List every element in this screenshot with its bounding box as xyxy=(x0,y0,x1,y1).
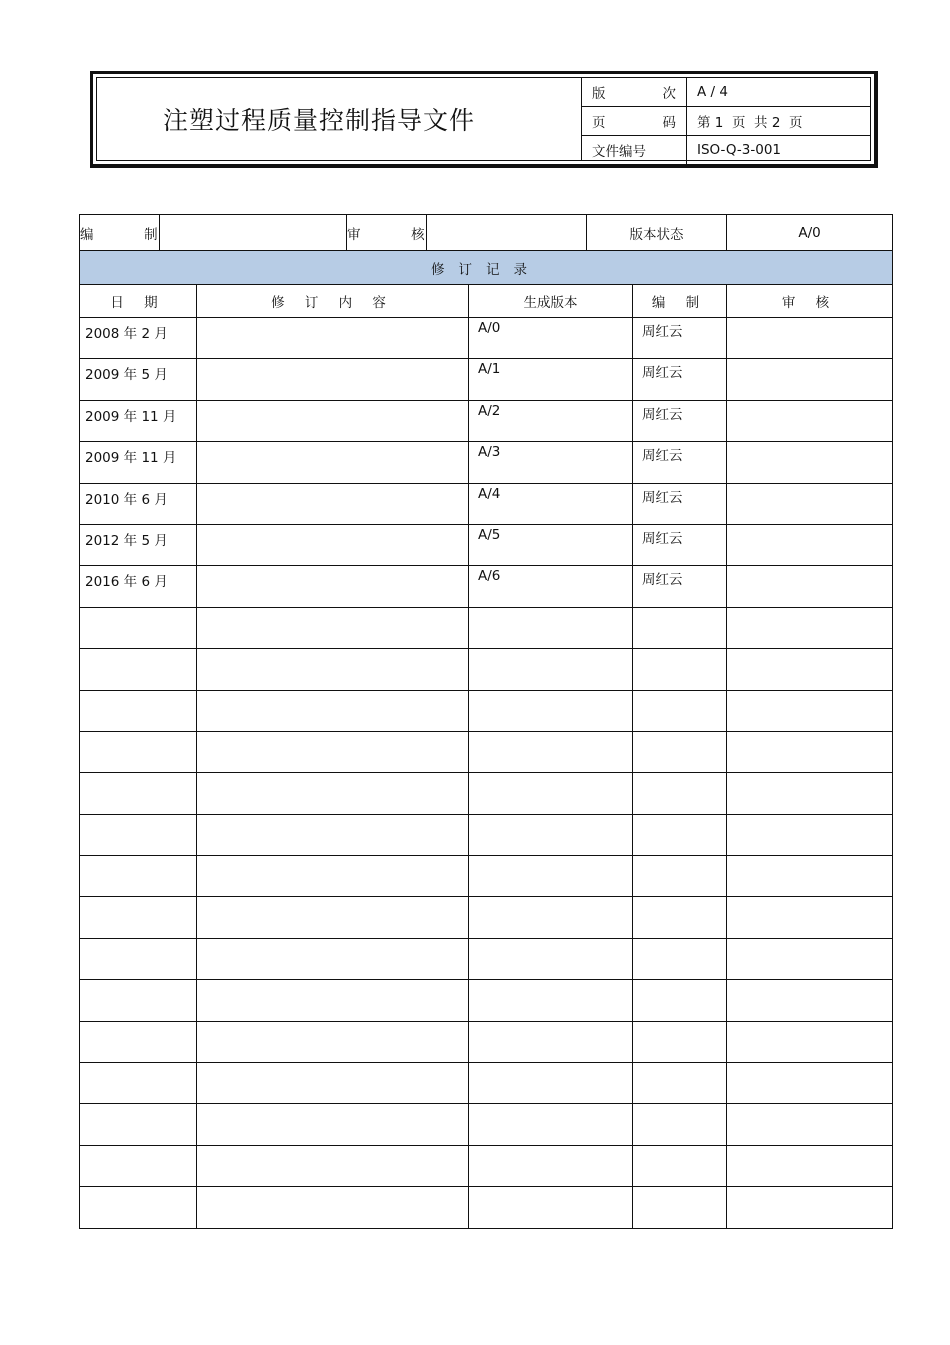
meta-row-page xyxy=(582,107,870,136)
approval-row xyxy=(80,215,893,251)
row-date: 2012 年 5 月 xyxy=(80,524,197,565)
row-editor: 周红云 xyxy=(633,400,727,441)
meta-value-doc-number: ISO-Q-3-001 xyxy=(697,142,782,158)
row-version xyxy=(469,938,633,979)
col-header-version: 生成版本 xyxy=(469,285,633,318)
meta-key-page: 页 码 xyxy=(582,107,687,136)
row-version xyxy=(469,1145,633,1186)
row-reviewer xyxy=(727,980,893,1021)
row-content xyxy=(197,607,469,648)
meta-row-doc-number xyxy=(582,136,870,165)
row-version xyxy=(469,856,633,897)
col-header-reviewer: 审 核 xyxy=(727,285,893,318)
row-reviewer xyxy=(727,1104,893,1145)
row-version xyxy=(469,1104,633,1145)
row-editor: 周红云 xyxy=(633,483,727,524)
table-row xyxy=(80,1021,893,1062)
table-row xyxy=(80,814,893,855)
row-version xyxy=(469,1063,633,1104)
row-reviewer xyxy=(727,1145,893,1186)
revision-banner: 修订记录 xyxy=(80,251,893,285)
row-version: A/5 xyxy=(469,524,633,565)
revision-rows xyxy=(80,318,893,1229)
row-editor: 周红云 xyxy=(633,524,727,565)
row-version xyxy=(469,690,633,731)
row-reviewer xyxy=(727,607,893,648)
document-header-inner xyxy=(96,77,871,161)
row-version: A/6 xyxy=(469,566,633,607)
document-header xyxy=(90,71,878,168)
row-editor xyxy=(633,897,727,938)
table-row xyxy=(80,359,893,400)
row-version: A/3 xyxy=(469,442,633,483)
row-version xyxy=(469,731,633,772)
row-editor xyxy=(633,938,727,979)
row-date xyxy=(80,607,197,648)
row-content xyxy=(197,897,469,938)
row-editor: 周红云 xyxy=(633,566,727,607)
reviewed-label: 审 核 xyxy=(347,215,427,251)
row-date xyxy=(80,649,197,690)
row-editor: 周红云 xyxy=(633,359,727,400)
row-reviewer xyxy=(727,773,893,814)
meta-value-edition: A / 4 xyxy=(687,78,871,107)
row-content xyxy=(197,814,469,855)
table-row xyxy=(80,731,893,772)
row-editor xyxy=(633,1063,727,1104)
row-content xyxy=(197,980,469,1021)
row-version xyxy=(469,773,633,814)
row-reviewer xyxy=(727,897,893,938)
row-version xyxy=(469,814,633,855)
document-meta-table xyxy=(582,78,870,164)
row-editor xyxy=(633,1187,727,1228)
prepared-label: 编 制 xyxy=(80,215,160,251)
prepared-value xyxy=(160,215,347,251)
table-row xyxy=(80,607,893,648)
row-reviewer xyxy=(727,731,893,772)
row-content xyxy=(197,731,469,772)
row-version xyxy=(469,1021,633,1062)
row-date xyxy=(80,1104,197,1145)
table-row xyxy=(80,566,893,607)
row-editor xyxy=(633,731,727,772)
meta-value-page: 第 1 页 共 2 页 xyxy=(687,107,871,136)
row-content xyxy=(197,1104,469,1145)
document-title: 注塑过程质量控制指导文件 xyxy=(97,78,582,160)
row-editor xyxy=(633,649,727,690)
row-editor: 周红云 xyxy=(633,318,727,359)
row-version xyxy=(469,897,633,938)
table-row xyxy=(80,938,893,979)
row-content xyxy=(197,400,469,441)
row-version xyxy=(469,1187,633,1228)
row-editor: 周红云 xyxy=(633,442,727,483)
version-status-label: 版本状态 xyxy=(587,215,727,251)
table-row xyxy=(80,1063,893,1104)
row-content xyxy=(197,773,469,814)
row-reviewer xyxy=(727,1063,893,1104)
row-editor xyxy=(633,856,727,897)
row-date xyxy=(80,980,197,1021)
table-row xyxy=(80,442,893,483)
meta-key-edition: 版 次 xyxy=(582,78,687,107)
row-date: 2009 年 11 月 xyxy=(80,400,197,441)
row-editor xyxy=(633,1145,727,1186)
row-reviewer xyxy=(727,1021,893,1062)
row-content xyxy=(197,856,469,897)
row-content xyxy=(197,442,469,483)
table-row xyxy=(80,1187,893,1228)
row-reviewer xyxy=(727,690,893,731)
row-reviewer xyxy=(727,566,893,607)
row-version: A/0 xyxy=(469,318,633,359)
col-header-date: 日 期 xyxy=(80,285,197,318)
table-row xyxy=(80,1145,893,1186)
row-reviewer xyxy=(727,856,893,897)
row-version xyxy=(469,980,633,1021)
row-editor xyxy=(633,814,727,855)
reviewed-value xyxy=(427,215,587,251)
row-content xyxy=(197,690,469,731)
row-reviewer xyxy=(727,400,893,441)
row-content xyxy=(197,566,469,607)
col-header-content: 修 订 内 容 xyxy=(197,285,469,318)
row-version xyxy=(469,607,633,648)
row-date: 2009 年 5 月 xyxy=(80,359,197,400)
row-reviewer xyxy=(727,442,893,483)
row-content xyxy=(197,318,469,359)
row-content xyxy=(197,1063,469,1104)
revision-banner-row xyxy=(80,251,893,285)
meta-key-doc-number: 文件编号 xyxy=(582,136,687,165)
row-date: 2016 年 6 月 xyxy=(80,566,197,607)
table-row xyxy=(80,690,893,731)
row-content xyxy=(197,1021,469,1062)
row-reviewer xyxy=(727,359,893,400)
table-row xyxy=(80,483,893,524)
row-content xyxy=(197,524,469,565)
row-date: 2010 年 6 月 xyxy=(80,483,197,524)
row-date xyxy=(80,1063,197,1104)
row-reviewer xyxy=(727,814,893,855)
row-date xyxy=(80,1187,197,1228)
table-row xyxy=(80,980,893,1021)
row-content xyxy=(197,483,469,524)
row-version: A/2 xyxy=(469,400,633,441)
row-editor xyxy=(633,1104,727,1145)
row-reviewer xyxy=(727,318,893,359)
row-content xyxy=(197,649,469,690)
row-editor xyxy=(633,690,727,731)
revision-header-row xyxy=(80,285,893,318)
row-date: 2009 年 11 月 xyxy=(80,442,197,483)
row-reviewer xyxy=(727,483,893,524)
row-version: A/4 xyxy=(469,483,633,524)
table-row xyxy=(80,773,893,814)
table-row xyxy=(80,856,893,897)
version-status-value: A/0 xyxy=(727,215,893,251)
row-date xyxy=(80,1145,197,1186)
row-reviewer xyxy=(727,1187,893,1228)
row-date xyxy=(80,1021,197,1062)
row-reviewer xyxy=(727,649,893,690)
row-content xyxy=(197,938,469,979)
revision-table xyxy=(79,214,893,1229)
row-editor xyxy=(633,1021,727,1062)
table-row xyxy=(80,1104,893,1145)
col-header-editor: 编 制 xyxy=(633,285,727,318)
row-editor xyxy=(633,980,727,1021)
row-date xyxy=(80,773,197,814)
table-row xyxy=(80,400,893,441)
row-editor xyxy=(633,607,727,648)
row-date: 2008 年 2 月 xyxy=(80,318,197,359)
row-version xyxy=(469,649,633,690)
row-content xyxy=(197,1187,469,1228)
row-reviewer xyxy=(727,938,893,979)
row-date xyxy=(80,856,197,897)
table-row xyxy=(80,897,893,938)
row-content xyxy=(197,359,469,400)
row-date xyxy=(80,731,197,772)
row-date xyxy=(80,690,197,731)
row-date xyxy=(80,814,197,855)
meta-row-edition xyxy=(582,78,870,107)
table-row xyxy=(80,649,893,690)
row-date xyxy=(80,938,197,979)
row-content xyxy=(197,1145,469,1186)
row-version: A/1 xyxy=(469,359,633,400)
row-reviewer xyxy=(727,524,893,565)
table-row xyxy=(80,318,893,359)
row-date xyxy=(80,897,197,938)
row-editor xyxy=(633,773,727,814)
table-row xyxy=(80,524,893,565)
